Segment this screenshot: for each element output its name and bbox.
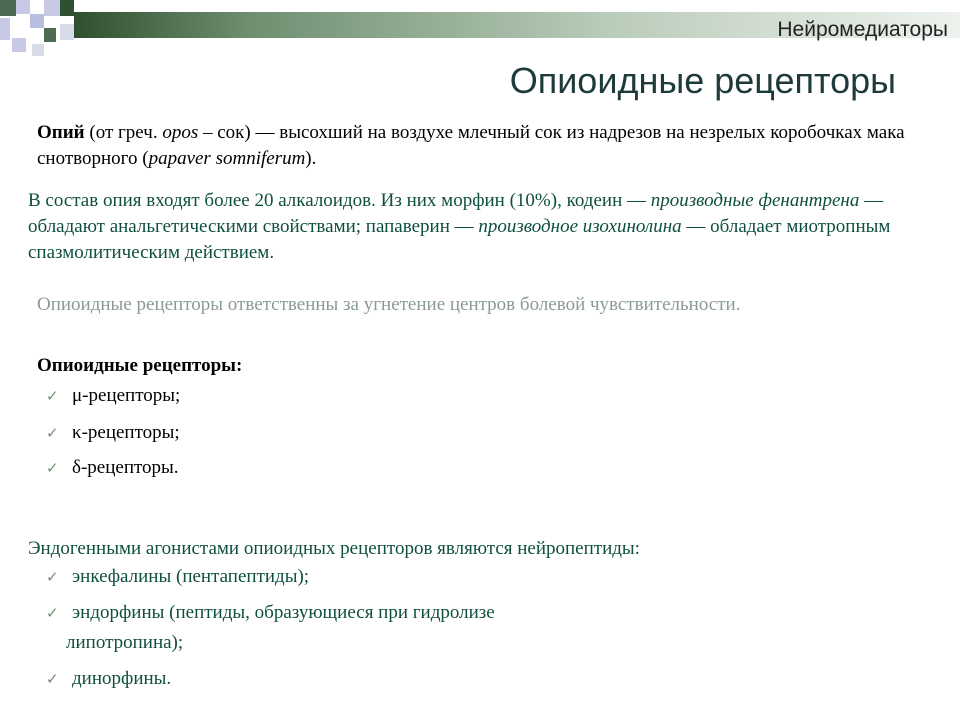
list-item-text: эндорфины (пептиды, образующиеся при гидролизе (72, 602, 495, 623)
opium-term: Опий (37, 122, 85, 143)
italic-fragment: papaver somniferum (148, 148, 306, 169)
checkmark-icon: ✓ (46, 670, 59, 688)
checkmark-icon: ✓ (46, 568, 59, 586)
text-fragment: (от греч. (84, 122, 163, 143)
text-fragment: — обладает миотропным спазмолитическим действием. (28, 216, 891, 263)
italic-fragment: производные фенантрена (650, 190, 860, 211)
list-item-text: липотропина); (66, 632, 184, 653)
receptor-function-paragraph: Опиоидные рецепторы ответственны за угнетение центров болевой чувствительности. (37, 294, 741, 315)
checkmark-icon: ✓ (46, 604, 59, 622)
agonists-intro: Эндогенными агонистами опиоидных рецепторов являются нейропептиды: (28, 538, 640, 559)
checkmark-icon: ✓ (46, 424, 59, 442)
italic-fragment: opos (162, 122, 199, 143)
text-fragment: ). (305, 148, 317, 169)
text-fragment: В состав опия входят более 20 алкалоидов. Из них морфин (10%), кодеин — (28, 190, 651, 211)
italic-fragment: производное изохинолина (478, 216, 682, 237)
text-fragment: – сок) — высохший на воздухе млечный сок из надрезов на незрелых коробочках мака снотворного ( (37, 122, 905, 169)
section-label: Нейромедиаторы (777, 18, 948, 41)
list-item-text: динорфины. (72, 668, 172, 689)
checkmark-icon: ✓ (46, 387, 59, 405)
text-fragment: —обладают анальгетическими свойствами; папаверин — (28, 190, 884, 237)
list-item-text: δ-рецепторы. (72, 457, 179, 478)
opium-definition (37, 120, 917, 172)
alkaloids-paragraph (28, 188, 958, 266)
list-item-text: κ-рецепторы; (72, 422, 180, 443)
list-item-text: энкефалины (пентапептиды); (72, 566, 310, 587)
list-item-text: μ-рецепторы; (72, 385, 181, 406)
receptors-heading: Опиоидные рецепторы: (37, 355, 243, 376)
checkmark-icon: ✓ (46, 459, 59, 477)
slide-title: Опиоидные рецепторы (509, 60, 896, 101)
